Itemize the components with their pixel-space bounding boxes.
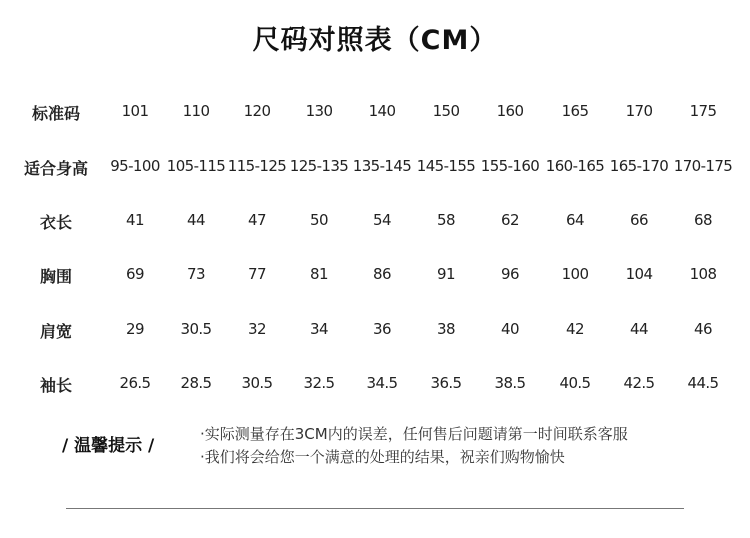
table-cell: 47 <box>248 211 266 229</box>
table-cell: 68 <box>694 211 712 229</box>
table-cell: 42 <box>566 320 584 338</box>
table-cell: 165-170 <box>609 157 669 175</box>
table-cell: 36.5 <box>430 374 462 392</box>
table-cell: 86 <box>373 265 391 283</box>
divider <box>66 508 684 509</box>
table-cell: 91 <box>437 265 455 283</box>
table-cell: 73 <box>187 265 205 283</box>
table-cell: 130 <box>305 102 333 120</box>
table-cell: 40.5 <box>559 374 591 392</box>
table-cell: 170-175 <box>673 157 733 175</box>
table-cell: 42.5 <box>623 374 655 392</box>
row-label: 肩宽 <box>39 322 72 341</box>
tips-list <box>200 423 628 469</box>
table-cell: 40 <box>501 320 519 338</box>
table-cell: 120 <box>243 102 271 120</box>
table-cell: 125-135 <box>289 157 349 175</box>
table-cell: 175 <box>689 102 717 120</box>
tip-line: ·我们将会给您一个满意的处理的结果，祝亲们购物愉快 <box>200 448 565 466</box>
table-cell: 170 <box>625 102 653 120</box>
table-cell: 64 <box>566 211 584 229</box>
table-cell: 50 <box>310 211 328 229</box>
table-cell: 150 <box>432 102 460 120</box>
table-cell: 101 <box>121 102 149 120</box>
table-cell: 38 <box>437 320 455 338</box>
table-cell: 100 <box>561 265 589 283</box>
table-cell: 41 <box>126 211 144 229</box>
table-cell: 160 <box>496 102 524 120</box>
table-cell: 44 <box>187 211 205 229</box>
row-label: 标准码 <box>31 104 80 123</box>
table-cell: 34.5 <box>366 374 398 392</box>
table-cell: 32 <box>248 320 266 338</box>
table-cell: 62 <box>501 211 519 229</box>
table-cell: 110 <box>182 102 210 120</box>
table-cell: 30.5 <box>241 374 273 392</box>
table-cell: 140 <box>368 102 396 120</box>
table-cell: 160-165 <box>545 157 605 175</box>
row-label: 袖长 <box>39 376 72 395</box>
row-label: 衣长 <box>39 213 72 232</box>
table-cell: 28.5 <box>180 374 212 392</box>
table-row <box>0 96 750 126</box>
tip-line: ·实际测量存在3CM内的误差，任何售后问题请第一时间联系客服 <box>200 425 628 443</box>
table-cell: 66 <box>630 211 648 229</box>
table-cell: 46 <box>694 320 712 338</box>
table-row <box>0 314 750 344</box>
row-label: 胸围 <box>39 267 72 286</box>
table-cell: 54 <box>373 211 391 229</box>
page-title: 尺码对照表（CM） <box>252 25 498 56</box>
table-cell: 38.5 <box>494 374 526 392</box>
table-cell: 36 <box>373 320 391 338</box>
table-cell: 58 <box>437 211 455 229</box>
table-cell: 95-100 <box>110 157 160 175</box>
table-row <box>0 205 750 235</box>
table-cell: 135-145 <box>352 157 412 175</box>
table-cell: 32.5 <box>303 374 335 392</box>
table-cell: 30.5 <box>180 320 212 338</box>
row-label: 适合身高 <box>23 159 88 178</box>
table-cell: 44 <box>630 320 648 338</box>
table-cell: 115-125 <box>227 157 287 175</box>
table-cell: 26.5 <box>119 374 151 392</box>
table-row <box>0 151 750 181</box>
table-cell: 69 <box>126 265 144 283</box>
table-cell: 77 <box>248 265 266 283</box>
table-cell: 165 <box>561 102 589 120</box>
table-cell: 44.5 <box>687 374 719 392</box>
table-cell: 104 <box>625 265 653 283</box>
table-cell: 29 <box>126 320 144 338</box>
table-row <box>0 368 750 398</box>
table-cell: 81 <box>310 265 328 283</box>
tips-heading: / 温馨提示 / <box>62 436 155 456</box>
table-cell: 145-155 <box>416 157 476 175</box>
table-cell: 34 <box>310 320 328 338</box>
table-row <box>0 259 750 289</box>
table-cell: 96 <box>501 265 519 283</box>
table-cell: 108 <box>689 265 717 283</box>
table-cell: 155-160 <box>480 157 540 175</box>
table-cell: 105-115 <box>166 157 226 175</box>
